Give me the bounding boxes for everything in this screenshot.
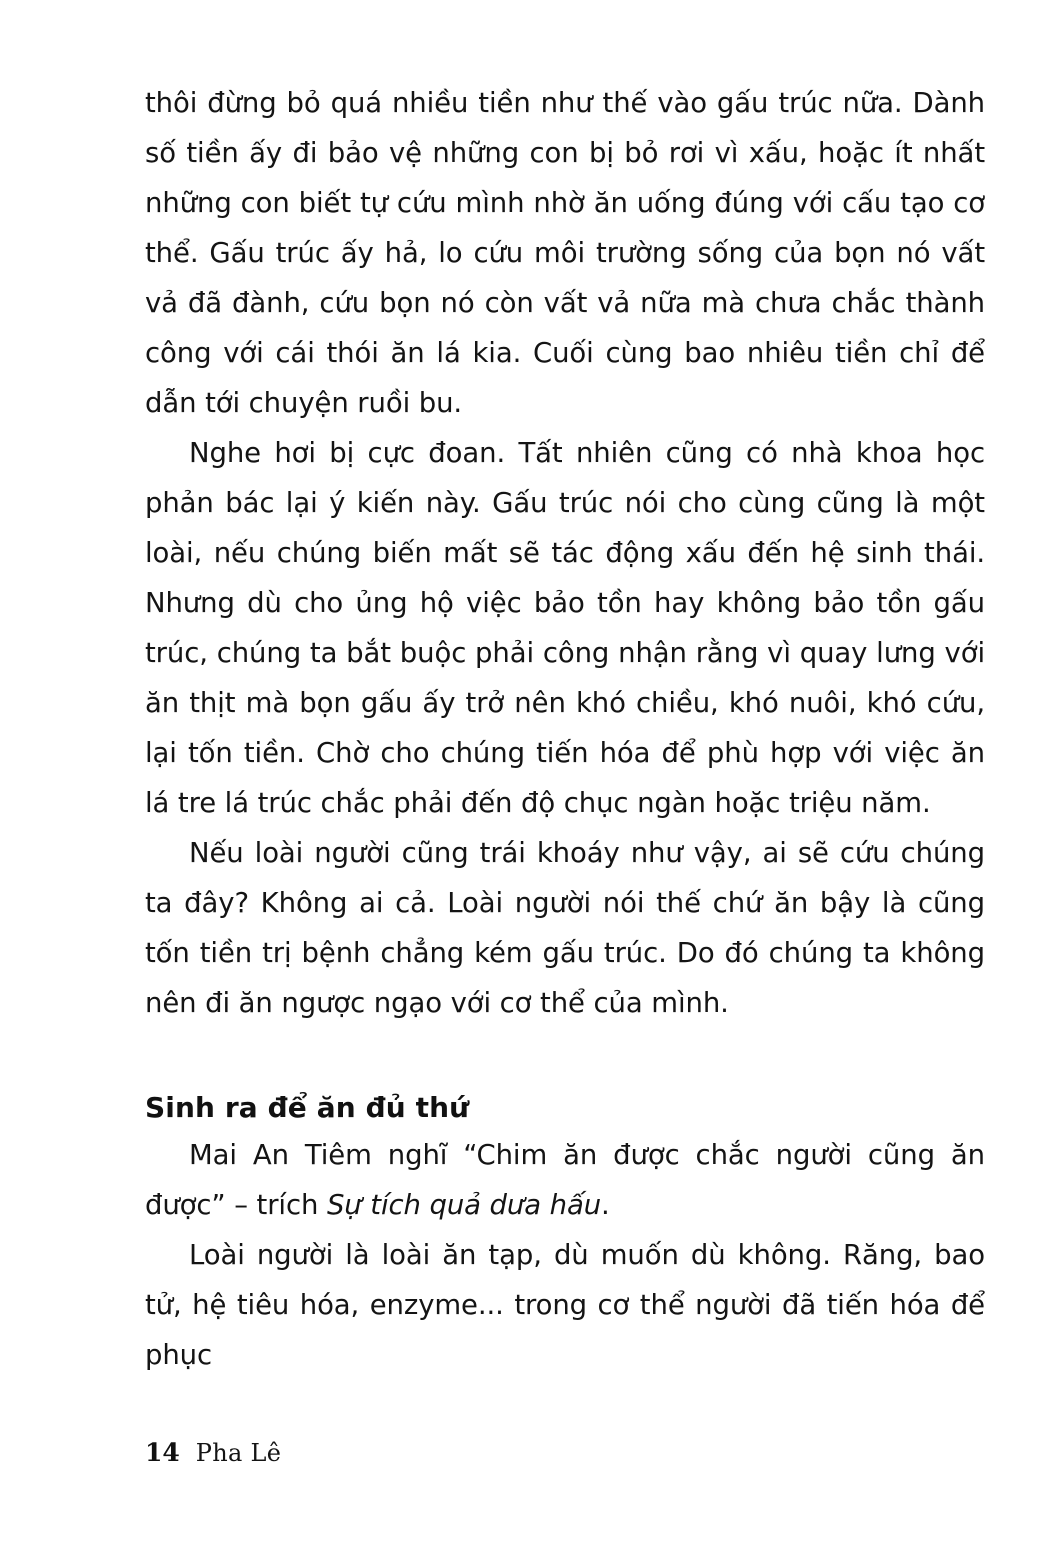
- paragraph-2: Nghe hơi bị cực đoan. Tất nhiên cũng có nhà khoa học phản bác lại ý kiến này. Gấu trúc nói cho cùng cũng là một loài, nếu chúng biến mất sẽ tác động xấu đến hệ sinh thái. Nhưng dù cho ủng hộ việc bảo tồn hay không bảo tồn gấu trúc, chúng ta bắt buộc phải công nhận rằng vì quay lưng với ăn thịt mà bọn gấu ấy trở nên khó chiều, khó nuôi, khó cứu, lại tốn tiền. Chờ cho chúng tiến hóa để phù hợp với việc ăn lá tre lá trúc chắc phải đến độ chục ngàn hoặc triệu năm.: [145, 437, 985, 819]
- epigraph-title: Sự tích quả dưa hấu: [326, 1189, 602, 1221]
- section-heading: Sinh ra để ăn đủ thứ: [145, 1091, 470, 1124]
- epigraph-lead: Mai An Tiêm nghĩ “Chim ăn được chắc người cũng ăn được” – trích: [145, 1139, 985, 1221]
- running-head: Pha Lê: [195, 1439, 282, 1467]
- page-body: [145, 78, 985, 1380]
- page-number: 14: [145, 1438, 180, 1467]
- paragraph-4: Loài người là loài ăn tạp, dù muốn dù không. Răng, bao tử, hệ tiêu hóa, enzyme... trong cơ thể người đã tiến hóa để phục: [145, 1239, 985, 1371]
- page-footer: [145, 1438, 281, 1467]
- paragraph-3: Nếu loài người cũng trái khoáy như vậy, ai sẽ cứu chúng ta đây? Không ai cả. Loài người nói thế chứ ăn bậy là cũng tốn tiền trị bệnh chẳng kém gấu trúc. Do đó chúng ta không nên đi ăn ngược ngạo với cơ thể của mình.: [145, 837, 985, 1019]
- epigraph: [145, 1130, 985, 1230]
- paragraph-1: thôi đừng bỏ quá nhiều tiền như thế vào gấu trúc nữa. Dành số tiền ấy đi bảo vệ những con bị bỏ rơi vì xấu, hoặc ít nhất những con biết tự cứu mình nhờ ăn uống đúng với cấu tạo cơ thể. Gấu trúc ấy hả, lo cứu môi trường sống của bọn nó vất vả đã đành, cứu bọn nó còn vất vả nữa mà chưa chắc thành công với cái thói ăn lá kia. Cuối cùng bao nhiêu tiền chỉ để dẫn tới chuyện ruồi bu.: [145, 87, 985, 419]
- epigraph-tail: .: [601, 1189, 610, 1221]
